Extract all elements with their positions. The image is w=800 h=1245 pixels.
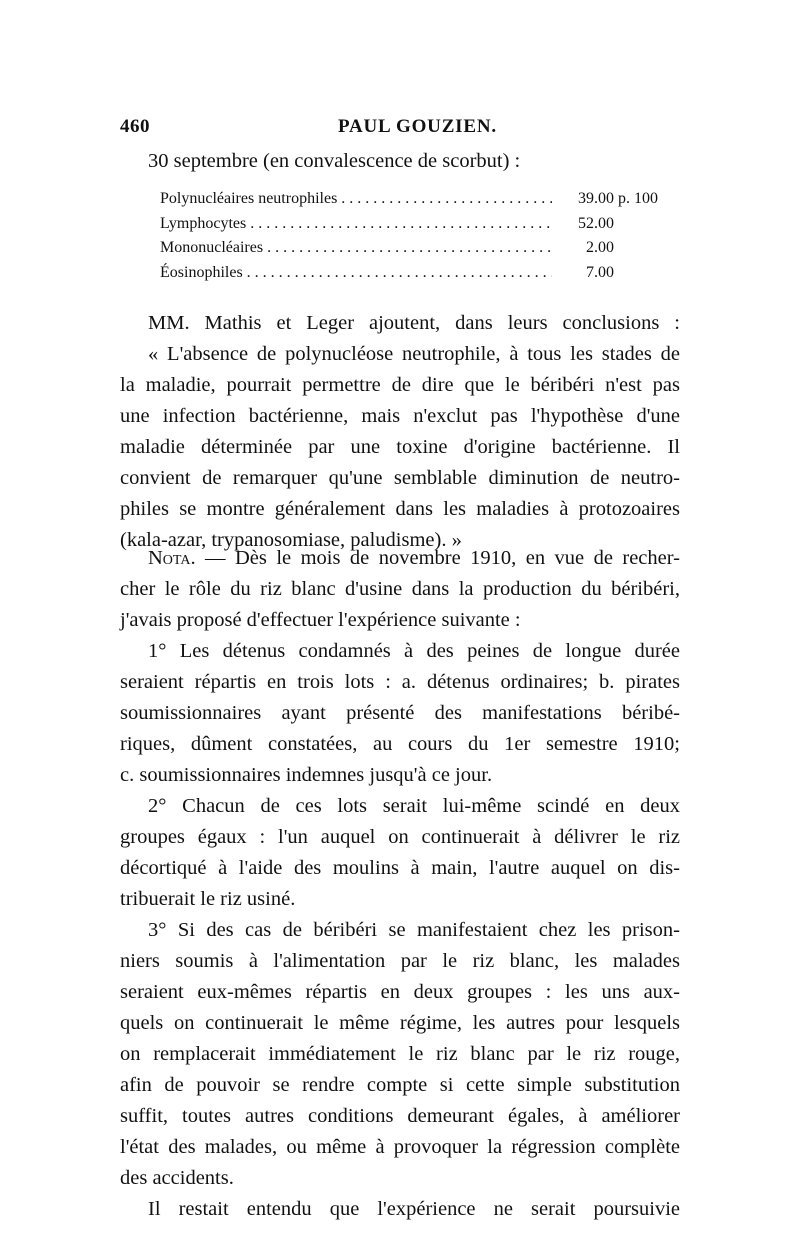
- row-label: Polynucléaires neutrophiles . . .: [160, 187, 552, 212]
- text-line: seraient répartis en trois lots : a. détenus ordinaires; b. pirates: [120, 671, 680, 693]
- text-line: (kala-azar, trypanosomiase, paludisme). »: [120, 529, 462, 551]
- text-line: des accidents.: [120, 1167, 234, 1189]
- text-line: décortiqué à l'aide des moulins à main, l'autre auquel on dis-: [120, 857, 680, 879]
- row-value: 2.00: [586, 239, 614, 256]
- text-line: on remplacerait immédiatement le riz blanc par le riz rouge,: [120, 1043, 680, 1065]
- text-line: groupes égaux : l'un auquel on continuerait à délivrer le riz: [120, 826, 680, 848]
- page-header: [120, 116, 680, 146]
- text-line: j'avais proposé d'effectuer l'expérience suivante :: [120, 609, 521, 631]
- text-line: convient de remarquer qu'une semblable diminution de neutro-: [120, 467, 680, 489]
- running-title: PAUL GOUZIEN.: [338, 116, 497, 137]
- table-row: [160, 212, 680, 237]
- text-line: la maladie, pourrait permettre de dire que le béribéri n'est pas: [120, 374, 680, 396]
- nota-section: [120, 543, 680, 1225]
- text-line: tribuerait le riz usiné.: [120, 888, 296, 910]
- blood-count-table: [160, 187, 680, 285]
- text-line: cher le rôle du riz blanc d'usine dans la production du béribéri,: [120, 578, 680, 600]
- text-line: 3° Si des cas de béribéri se manifestaient chez les prison-: [148, 919, 680, 941]
- row-label: Éosinophiles . . .: [160, 261, 552, 286]
- text-line: une infection bactérienne, mais n'exclut pas l'hypothèse d'une: [120, 405, 680, 427]
- quotation-paragraph: [120, 308, 680, 556]
- text-line: « L'absence de polynucléose neutrophile, à tous les stades de: [148, 343, 680, 365]
- table-row: [160, 187, 680, 212]
- page-number: 460: [120, 116, 150, 137]
- nota-label: Nota.: [148, 547, 196, 569]
- text-line: MM. Mathis et Leger ajoutent, dans leurs conclusions :: [148, 312, 680, 334]
- row-value: 7.00: [586, 263, 614, 281]
- table-row: [160, 236, 680, 261]
- text-line: c. soumissionnaires indemnes jusqu'à ce jour.: [120, 764, 493, 786]
- text-line: suffit, toutes autres conditions demeurant égales, à améliorer: [120, 1105, 680, 1127]
- text-line: quels on continuerait le même régime, les autres pour lesquels: [120, 1012, 680, 1034]
- text-line: 2° Chacun de ces lots serait lui-même scindé en deux: [148, 795, 680, 817]
- unit-label: p. 100: [618, 190, 658, 207]
- row-value: 39.00 p. 100: [578, 190, 658, 207]
- text-line: afin de pouvoir se rendre compte si cette simple substitution: [120, 1074, 680, 1096]
- text-line: soumissionnaires ayant présenté des manifestations béribé-: [120, 702, 680, 724]
- text-line: Il restait entendu que l'expérience ne serait poursuivie: [148, 1198, 680, 1220]
- row-label: Lymphocytes . . .: [160, 212, 552, 237]
- text-line: Nota. — Dès le mois de novembre 1910, en vue de recher-: [148, 547, 680, 569]
- text-line: niers soumis à l'alimentation par le riz blanc, les malades: [120, 950, 680, 972]
- table-row: [160, 261, 680, 286]
- text-line: philes se montre généralement dans les maladies à protozoaires: [120, 498, 680, 520]
- row-label: Mononucléaires . . .: [160, 236, 552, 261]
- text-line: riques, dûment constatées, au cours du 1er semestre 1910;: [120, 733, 680, 755]
- table-intro-line: 30 septembre (en convalescence de scorbut) :: [148, 150, 521, 172]
- text-line: seraient eux-mêmes répartis en deux groupes : les uns aux-: [120, 981, 680, 1003]
- text-line: l'état des malades, ou même à provoquer la régression complète: [120, 1136, 680, 1158]
- text-line: 1° Les détenus condamnés à des peines de longue durée: [148, 640, 680, 662]
- row-value: 52.00: [578, 214, 614, 232]
- text-line: maladie déterminée par une toxine d'origine bactérienne. Il: [120, 436, 680, 458]
